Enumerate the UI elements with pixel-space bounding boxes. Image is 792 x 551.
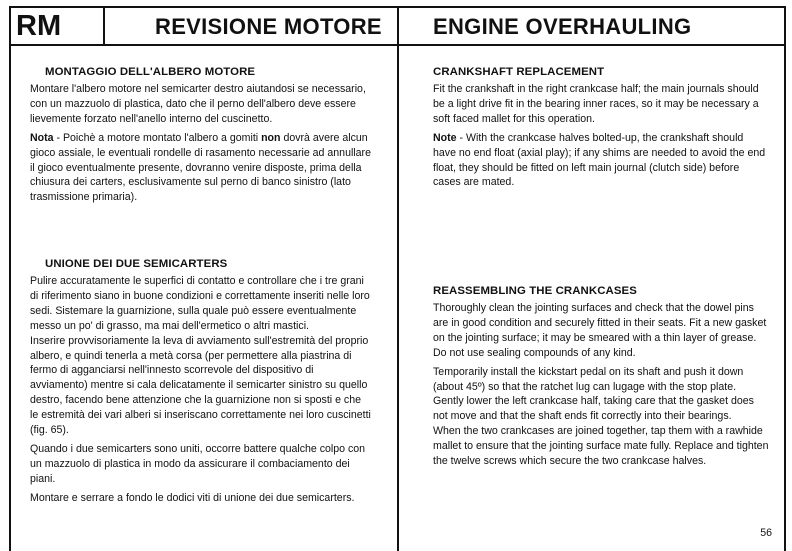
- it-note-text-a: - Poichè a motore montato l'albero a gomiti: [53, 131, 262, 144]
- it-section2-body: [30, 274, 372, 506]
- en-note-text: - With the crankcase halves bolted-up, the crankshaft should have no end float (axial play); if any shims are needed to avoid the end float, they should be fitted on left main journal (clutch side) before cases are mated.: [433, 131, 766, 189]
- column-divider: [397, 6, 399, 551]
- en-section1-note: [433, 131, 769, 191]
- header-title-italian: REVISIONE MOTORE: [155, 14, 382, 39]
- it-section2-title: UNIONE DEI DUE SEMICARTERS: [45, 258, 228, 270]
- header-bottom-rule: [9, 44, 786, 46]
- en-section2-paragraph3: Gently lower the left crankcase half, taking care that the gasket does not move and that the shaft ends fit correctly into their bearings.: [433, 395, 754, 423]
- en-section2-paragraph4: When the two crankcases are joined together, tap them with a rawhide mallet to ensure that the jointing surface mate fully. Replace and tighten the twelve screws which secure the two crankcase halves.: [433, 425, 769, 468]
- en-section2-body: [433, 301, 769, 469]
- en-section1-title: CRANKSHAFT REPLACEMENT: [433, 66, 605, 78]
- en-section1-paragraph: Fit the crankshaft in the right crankcase half; the main journals should be a light drive fit in the bearing inner races, so it may be necessary a soft faced mallet for this operation.: [433, 83, 759, 125]
- it-note-emphasis: non: [261, 131, 281, 144]
- it-section2-paragraph3: Quando i due semicarters sono uniti, occorre battere qualche colpo con un mazzuolo di plastica in modo da assicurare il combaciamento dei piani.: [30, 442, 366, 485]
- it-section1-body: [30, 82, 372, 205]
- it-section2-paragraph2: Inserire provvisoriamente la leva di avviamento sull'estremità del proprio albero, e quindi tenerla a metà corsa (per permettere alla piastrina di fermo di agganciarsi nell'innesto scorrevole del dispositivo di avviamento) mentre si cala delicatamente il semicarter sinistro su quello destro, facendo bene attenzione che la guarnizione non si sposti e che le estremità dei vari alberi si inseriscano correttamente nei loro cuscinetti (fig. 65).: [30, 334, 371, 437]
- it-section1-paragraph: Montare l'albero motore nel semicarter destro aiutandosi se necessario, con un mazzuolo di plastica, dato che il perno dell'albero deve essere lievemente forzato nell'anello interno del cuscinetto.: [30, 83, 366, 125]
- en-section2-title: REASSEMBLING THE CRANKCASES: [433, 285, 637, 297]
- en-section1-body: [433, 82, 769, 190]
- page-number: 56: [760, 527, 772, 539]
- en-note-label: Note: [433, 131, 457, 144]
- en-section2-paragraph1: Thoroughly clean the jointing surfaces and check that the dowel pins are in good condition and securely fitted in their seats. Fit a new gasket on the jointing surface; it may be smeared with a thin layer of grease. Do not use sealing compounds of any kind.: [433, 302, 767, 359]
- it-section2-paragraph4: Montare e serrare a fondo le dodici viti di unione dei due semicarters.: [30, 491, 355, 504]
- it-section1-title: MONTAGGIO DELL'ALBERO MOTORE: [45, 66, 256, 78]
- frame-left-rule: [9, 6, 11, 551]
- en-section2-paragraph2: Temporarily install the kickstart pedal on its shaft and push it down (about 45º) so that the ratchet lug can lugage with the stop plate.: [433, 365, 744, 393]
- it-note-label: Nota: [30, 131, 54, 144]
- section-code: RM: [16, 10, 62, 42]
- frame-right-rule: [784, 6, 786, 551]
- it-section1-note: [30, 131, 372, 206]
- it-section2-paragraph1: Pulire accuratamente le superfici di contatto e controllare che i tre grani di riferimento siano in buone condizioni e correttamente inseriti nelle loro sedi. Sistemare la guarnizione, sulla quale può essere eventualmente messo un po' di grasso, ma mai dell'ermetico o altri mastici.: [30, 275, 370, 332]
- it-note-text-b: dovrà avere alcun gioco assiale, le eventuali rondelle di rasamento necessarie ad annullare il gioco eventualmente presente, dovranno venire disposte, prima della chiusura dei carters, esclusivamente sul perno di banco sinistro (lato trasmissione primaria).: [30, 131, 371, 204]
- header-title-english: ENGINE OVERHAULING: [433, 14, 692, 39]
